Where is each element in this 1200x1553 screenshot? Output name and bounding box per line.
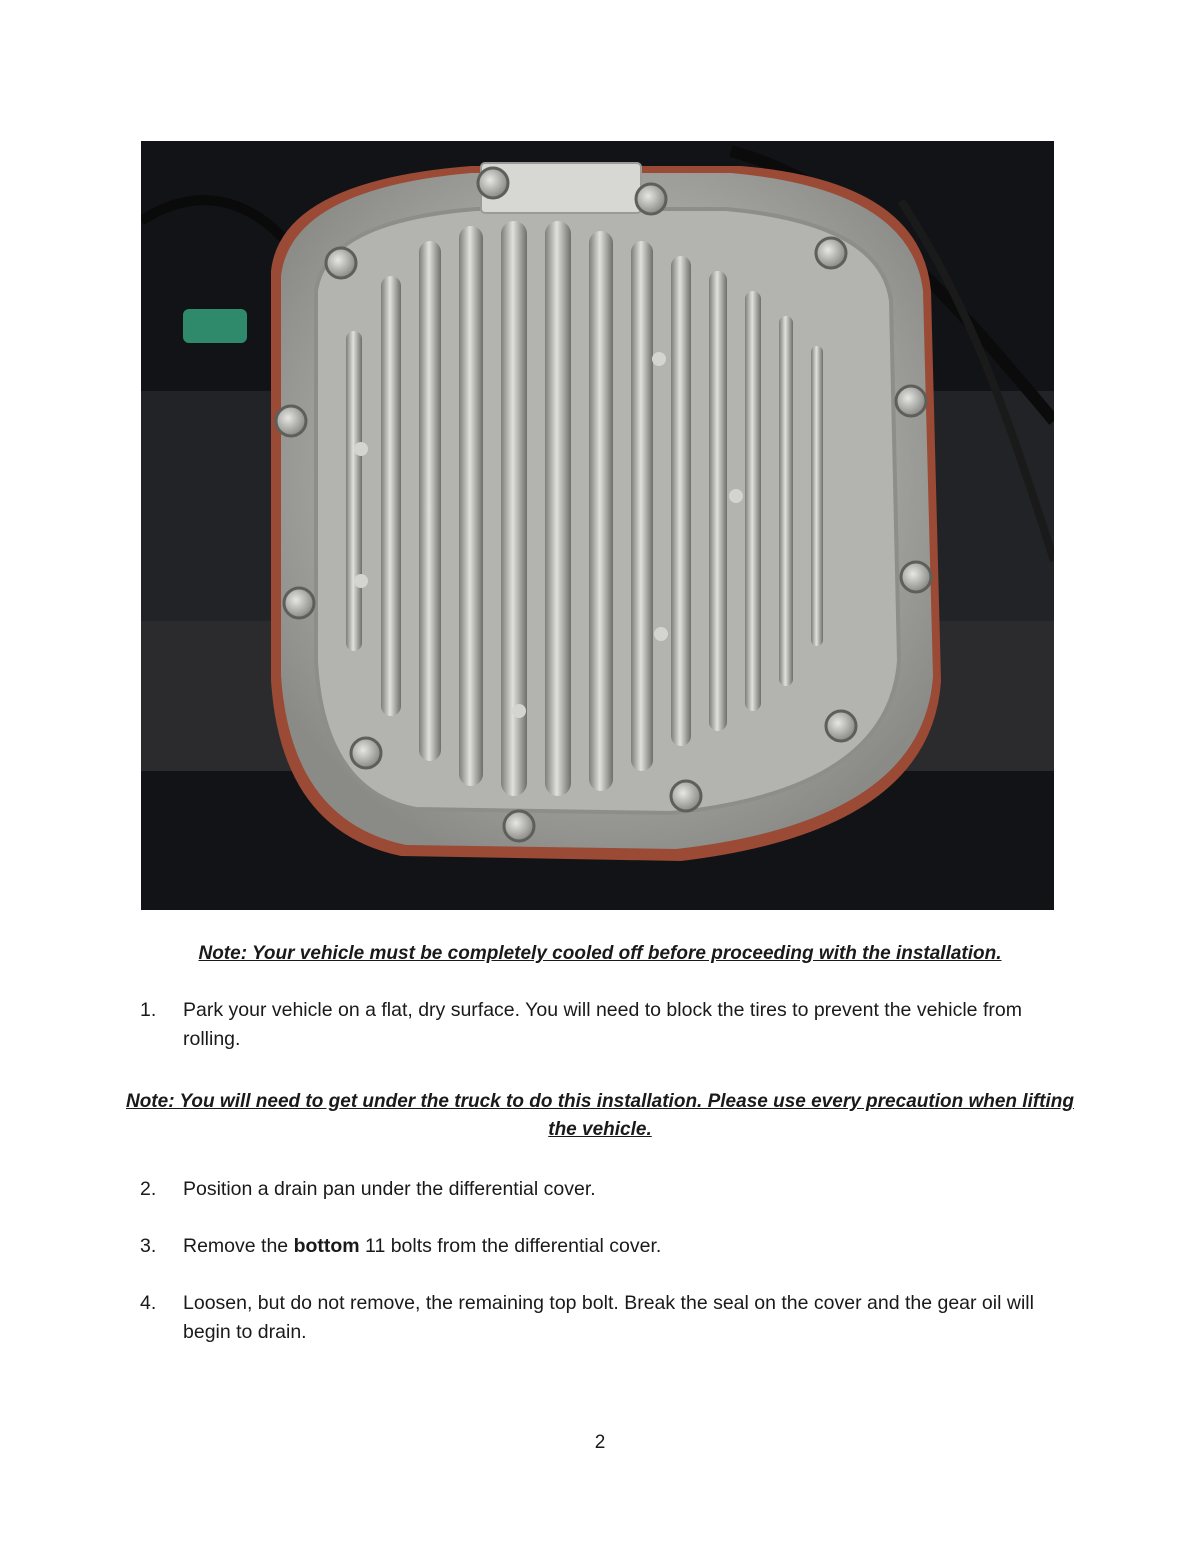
step-text-bold: bottom: [293, 1235, 360, 1257]
step-text-before: Remove the: [183, 1235, 294, 1257]
step-1: [140, 996, 1040, 1054]
step-number: 4.: [140, 1292, 157, 1314]
step-text: Loosen, but do not remove, the remaining top bolt. Break the seal on the cover and the gear oil will begin to drain.: [183, 1292, 1034, 1343]
page-number: 2: [594, 1432, 606, 1453]
step-3: [140, 1232, 1040, 1261]
differential-cover-photo: [141, 141, 1054, 910]
cool-off-note: Note: Your vehicle must be completely cooled off before proceeding with the installation.: [198, 943, 1002, 964]
step-2: [140, 1175, 1040, 1204]
step-text: [183, 1232, 1040, 1261]
step-number: 2.: [140, 1178, 157, 1200]
safety-note: Note: You will need to get under the truck to do this installation. Please use every precaution when lifting the vehicle.: [125, 1091, 1075, 1140]
step-number: 1.: [140, 999, 157, 1021]
step-4: [140, 1289, 1040, 1347]
step-number: 3.: [140, 1235, 157, 1257]
step-text-after: 11 bolts from the differential cover.: [359, 1235, 662, 1257]
step-text: Park your vehicle on a flat, dry surface. You will need to block the tires to prevent the vehicle from rolling.: [183, 999, 1022, 1050]
step-text: Position a drain pan under the differential cover.: [183, 1178, 596, 1200]
